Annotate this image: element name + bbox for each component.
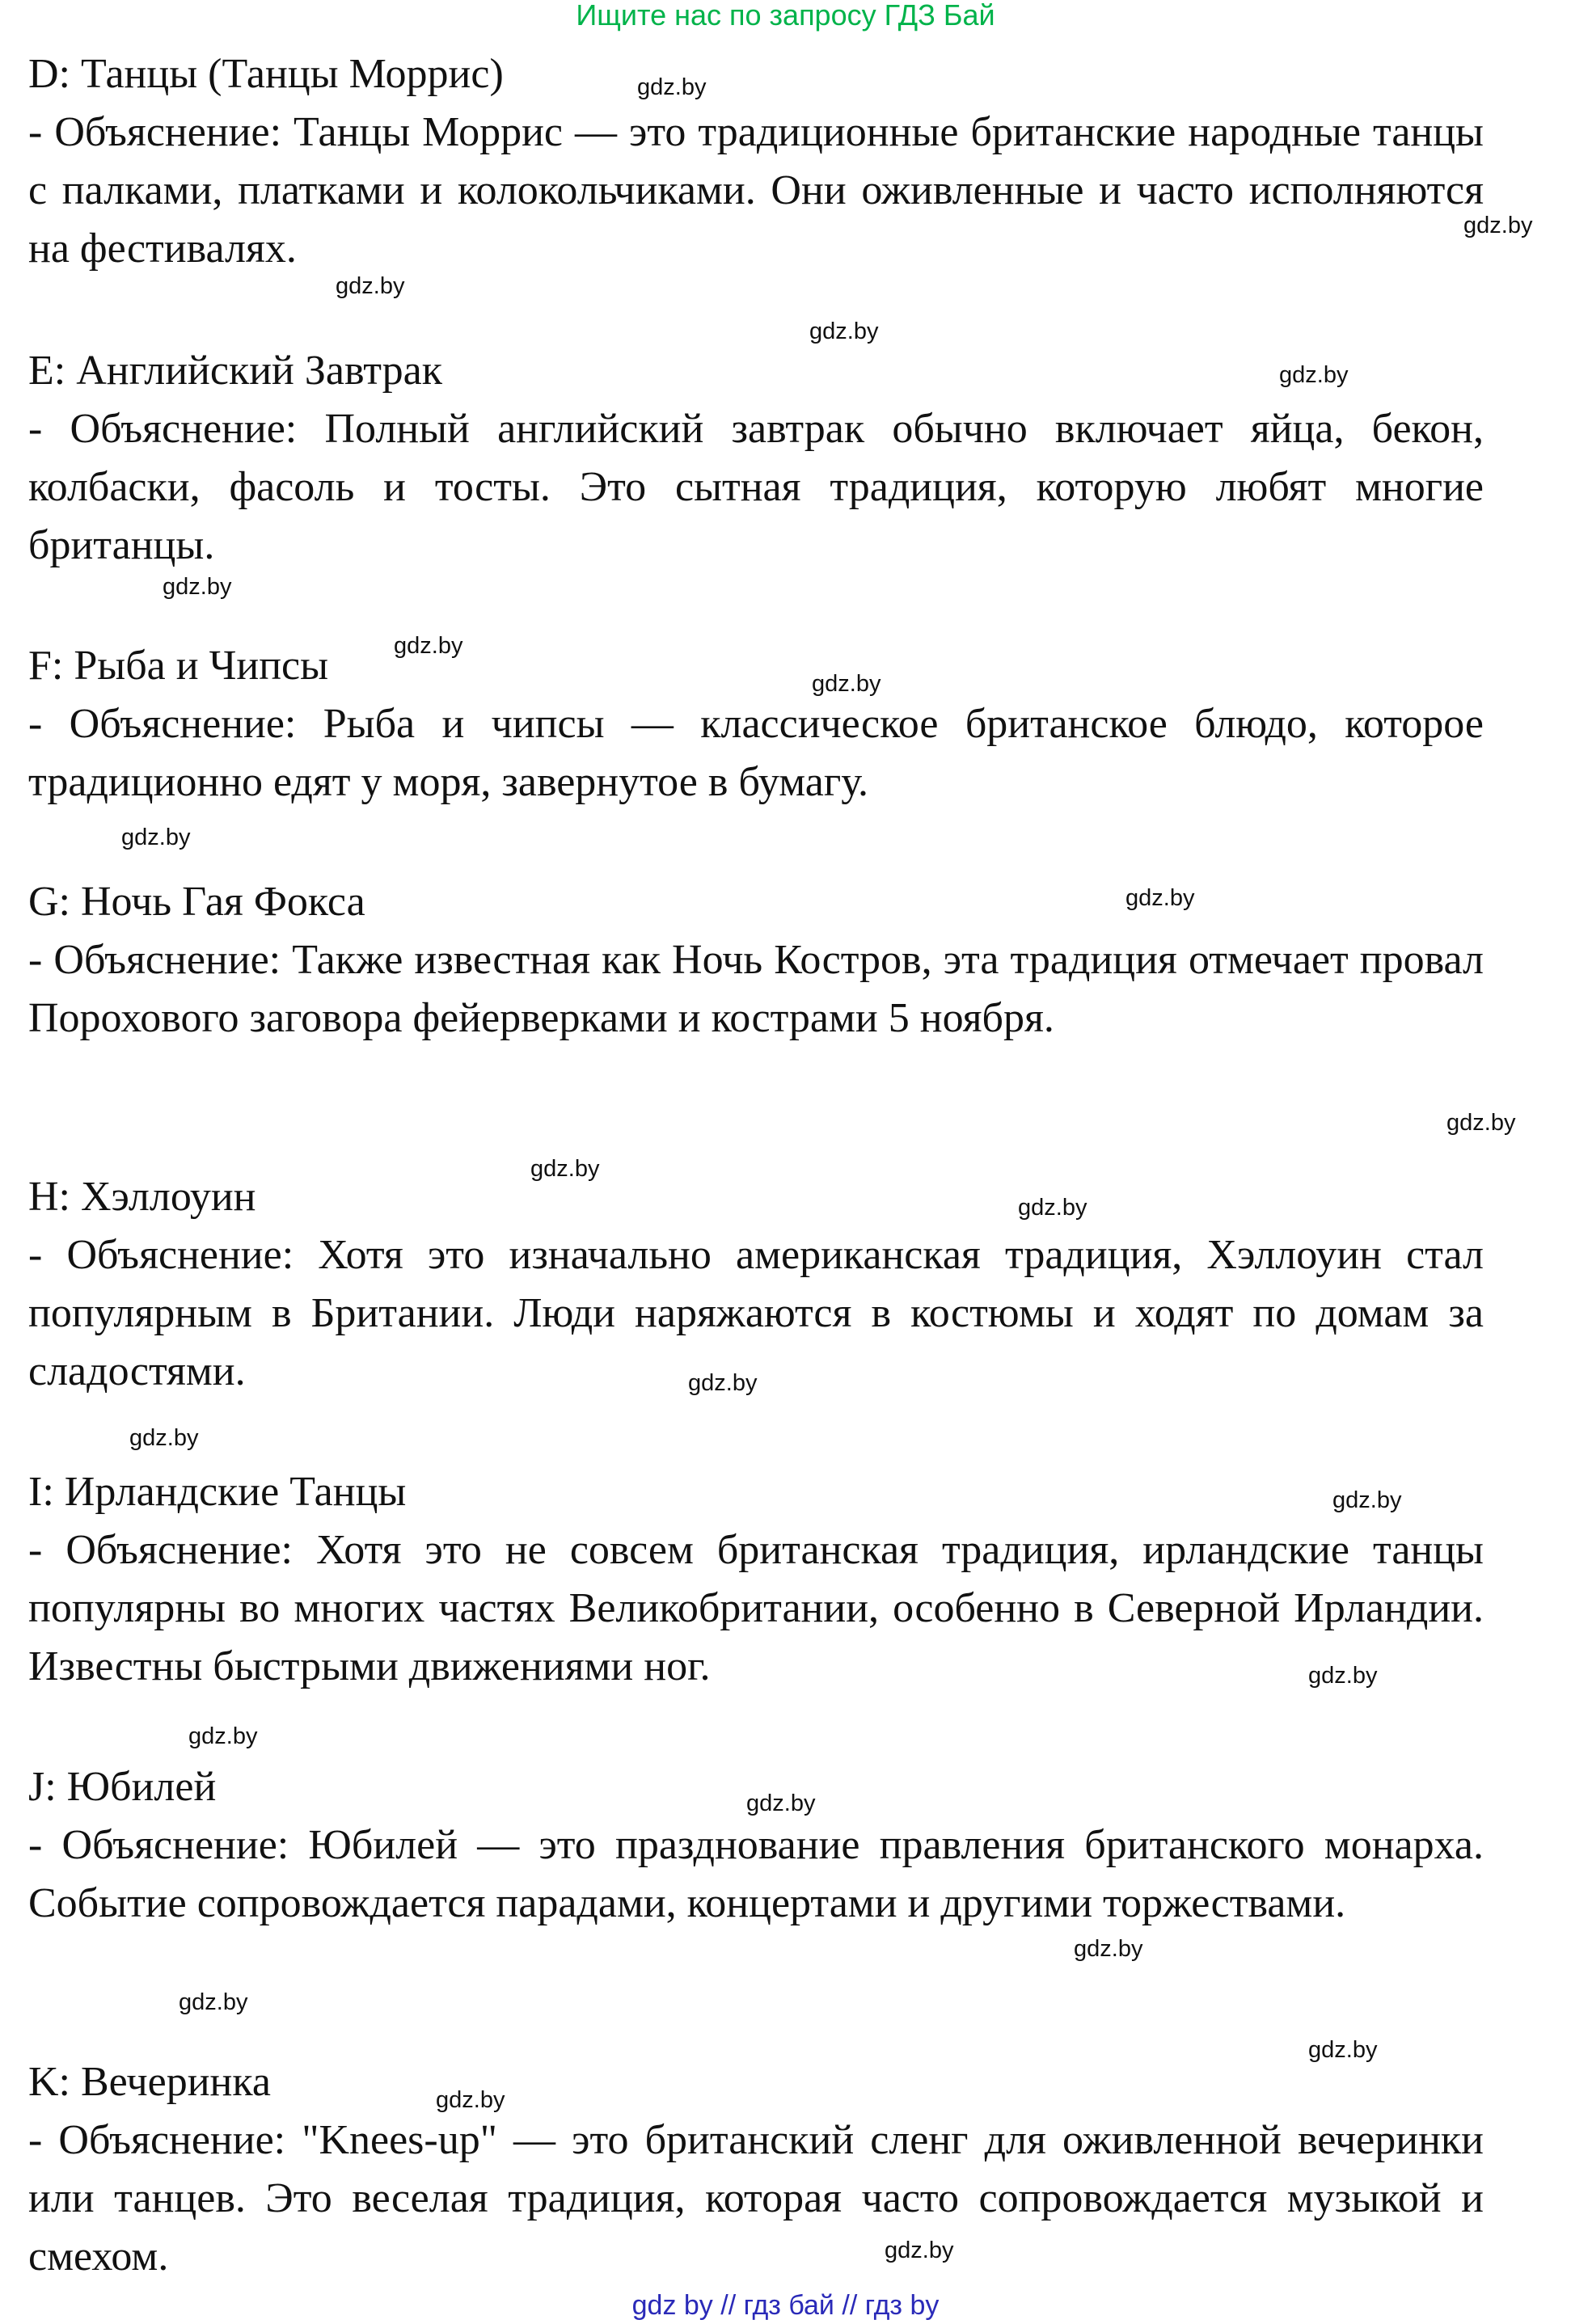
item-title: J: Юбилей	[28, 1764, 217, 1810]
watermark: gdz.by	[394, 633, 463, 659]
watermark: gdz.by	[812, 671, 881, 697]
watermark: gdz.by	[688, 1370, 758, 1396]
item-title: K: Вечеринка	[28, 2059, 271, 2105]
watermark: gdz.by	[1446, 1110, 1516, 1136]
watermark: gdz.by	[179, 1989, 248, 2015]
watermark: gdz.by	[121, 825, 191, 850]
item-explanation: - Объяснение: Хотя это изначально американская традиция, Хэллоуин стал популярным в Британии. Люди наряжаются в костюмы и ходят по домам за сладостями.	[28, 1232, 1484, 1394]
watermark: gdz.by	[1125, 885, 1195, 911]
list-item	[28, 45, 1484, 278]
item-title: E: Английский Завтрак	[28, 348, 442, 394]
watermark: gdz.by	[530, 1156, 600, 1182]
item-explanation: - Объяснение: Полный английский завтрак обычно включает яйца, бекон, колбаски, фасоль и тосты. Это сытная традиция, которую любят многие британцы.	[28, 406, 1484, 568]
watermark: gdz.by	[1308, 1663, 1378, 1689]
item-title: F: Рыба и Чипсы	[28, 643, 329, 689]
item-title: H: Хэллоуин	[28, 1174, 256, 1220]
watermark: gdz.by	[1018, 1195, 1087, 1221]
watermark: gdz.by	[1074, 1936, 1143, 1962]
item-explanation: - Объяснение: Танцы Моррис — это традиционные британские народные танцы с палками, платками и колокольчиками. Они оживленные и часто исполняются на фестивалях.	[28, 109, 1484, 272]
item-explanation: - Объяснение: Хотя это не совсем британская традиция, ирландские танцы популярны во многих частях Великобритании, особенно в Северной Ирландии. Известны быстрыми движениями ног.	[28, 1527, 1484, 1689]
list-item	[28, 873, 1484, 1048]
watermark: gdz.by	[1279, 362, 1349, 388]
watermark: gdz.by	[188, 1723, 258, 1749]
watermark: gdz.by	[336, 273, 405, 299]
item-title: G: Ночь Гая Фокса	[28, 879, 365, 925]
watermark: gdz.by	[163, 574, 232, 600]
item-title: D: Танцы (Танцы Моррис)	[28, 51, 504, 97]
watermark: gdz.by	[129, 1425, 199, 1451]
list-item	[28, 1758, 1484, 1933]
item-explanation: - Объяснение: "Knees-up" — это британский сленг для оживленной вечеринки или танцев. Это веселая традиция, которая часто сопровождается музыкой и смехом.	[28, 2117, 1484, 2280]
watermark: gdz.by	[809, 318, 879, 344]
watermark: gdz.by	[1332, 1487, 1402, 1513]
footer-links[interactable]: gdz by // гдз бай // гдз by	[631, 2290, 940, 2321]
watermark: gdz.by	[885, 2238, 954, 2263]
list-item	[28, 1463, 1484, 1696]
watermark: gdz.by	[746, 1790, 816, 1816]
list-item	[28, 2053, 1484, 2286]
list-item	[28, 342, 1484, 575]
item-explanation: - Объяснение: Также известная как Ночь Костров, эта традиция отмечает провал Порохового заговора фейерверками и кострами 5 ноября.	[28, 937, 1484, 1041]
search-hint-link[interactable]: Ищите нас по запросу ГДЗ Бай	[576, 0, 995, 32]
watermark: gdz.by	[637, 74, 707, 100]
watermark: gdz.by	[1308, 2037, 1378, 2063]
list-item	[28, 1168, 1484, 1401]
item-explanation: - Объяснение: Юбилей — это празднование правления британского монарха. Событие сопровождается парадами, концертами и другими торжествами.	[28, 1822, 1484, 1926]
item-explanation: - Объяснение: Рыба и чипсы — классическое британское блюдо, которое традиционно едят у моря, завернутое в бумагу.	[28, 701, 1484, 805]
watermark: gdz.by	[1463, 213, 1533, 238]
list-item	[28, 637, 1484, 812]
watermark: gdz.by	[436, 2087, 505, 2113]
item-title: I: Ирландские Танцы	[28, 1469, 407, 1515]
